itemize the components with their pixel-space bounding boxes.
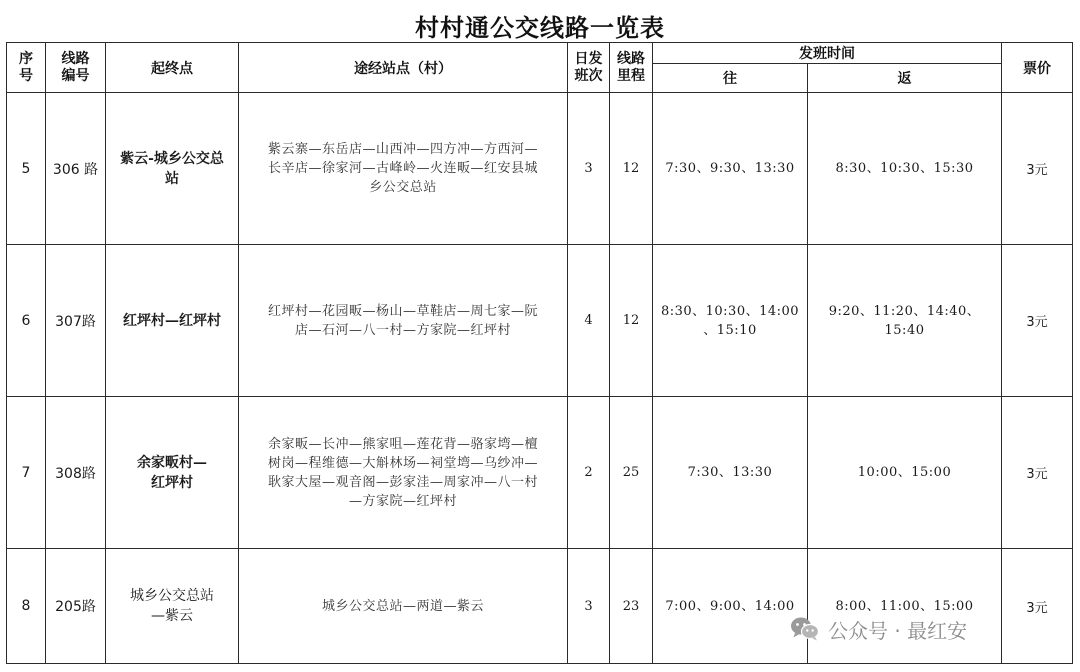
route-endpoints: 余家畈村— 红坪村 xyxy=(106,397,239,549)
ticket-price: 3元 xyxy=(1002,93,1073,245)
header-schedule: 发班时间 xyxy=(653,43,1002,64)
outbound-times: 7:30、13:30 xyxy=(653,397,808,549)
daily-trips: 3 xyxy=(568,93,610,245)
route-stops: 余家畈—长冲—熊家咀—莲花背—骆家塆—檀 树岗—程维德—大斛林场—祠堂塆—乌纱冲— 耿家大屋—观音阁—彭家洼—周家冲—八一村 —方家院—红坪村 xyxy=(239,397,568,549)
route-distance: 25 xyxy=(610,397,653,549)
daily-trips: 2 xyxy=(568,397,610,549)
header-ends: 起终点 xyxy=(106,43,239,93)
row-number: 6 xyxy=(7,245,46,397)
route-endpoints: 城乡公交总站 —紫云 xyxy=(106,549,239,664)
route-stops: 城乡公交总站—两道—紫云 xyxy=(239,549,568,664)
header-price: 票价 xyxy=(1002,43,1073,93)
outbound-times: 8:30、10:30、14:00 、15:10 xyxy=(653,245,808,397)
route-number: 306 路 xyxy=(46,93,106,245)
route-number: 307路 xyxy=(46,245,106,397)
table-row xyxy=(7,549,1073,664)
inbound-times: 8:30、10:30、15:30 xyxy=(808,93,1002,245)
table-row xyxy=(7,245,1073,397)
header-outbound: 往 xyxy=(653,64,808,93)
table-row xyxy=(7,93,1073,245)
header-route: 线路 编号 xyxy=(46,43,106,93)
route-distance: 12 xyxy=(610,245,653,397)
bus-route-table xyxy=(6,42,1073,664)
inbound-times: 10:00、15:00 xyxy=(808,397,1002,549)
route-endpoints: 红坪村—红坪村 xyxy=(106,245,239,397)
route-distance: 12 xyxy=(610,93,653,245)
ticket-price: 3元 xyxy=(1002,397,1073,549)
route-distance: 23 xyxy=(610,549,653,664)
daily-trips: 4 xyxy=(568,245,610,397)
page-title: 村村通公交线路一览表 xyxy=(415,14,665,42)
daily-trips: 3 xyxy=(568,549,610,664)
header-stops: 途经站点（村） xyxy=(239,43,568,93)
route-stops: 紫云寨—东岳店—山西冲—四方冲—方西河— 长辛店—徐家河—古峰岭—火连畈—红安县城 乡公交总站 xyxy=(239,93,568,245)
watermark-text: 公众号 · 最红安 xyxy=(828,618,968,643)
route-number: 308路 xyxy=(46,397,106,549)
header-distance: 线路 里程 xyxy=(610,43,653,93)
watermark xyxy=(790,614,967,644)
route-number: 205路 xyxy=(46,549,106,664)
inbound-times: 8:00、11:00、15:00 xyxy=(808,549,1002,664)
outbound-times: 7:00、9:00、14:00 xyxy=(653,549,808,664)
table-row xyxy=(7,397,1073,549)
wechat-icon xyxy=(790,616,820,642)
row-number: 8 xyxy=(7,549,46,664)
table-header xyxy=(7,43,1073,93)
route-endpoints: 紫云-城乡公交总 站 xyxy=(106,93,239,245)
header-inbound: 返 xyxy=(808,64,1002,93)
row-number: 5 xyxy=(7,93,46,245)
outbound-times: 7:30、9:30、13:30 xyxy=(653,93,808,245)
header-trips: 日发 班次 xyxy=(568,43,610,93)
route-stops: 红坪村—花园畈—杨山—草鞋店—周七家—阮 店—石河—八一村—方家院—红坪村 xyxy=(239,245,568,397)
ticket-price: 3元 xyxy=(1002,245,1073,397)
table-body xyxy=(7,93,1073,664)
row-number: 7 xyxy=(7,397,46,549)
inbound-times: 9:20、11:20、14:40、 15:40 xyxy=(808,245,1002,397)
ticket-price: 3元 xyxy=(1002,549,1073,664)
header-no: 序 号 xyxy=(7,43,46,93)
